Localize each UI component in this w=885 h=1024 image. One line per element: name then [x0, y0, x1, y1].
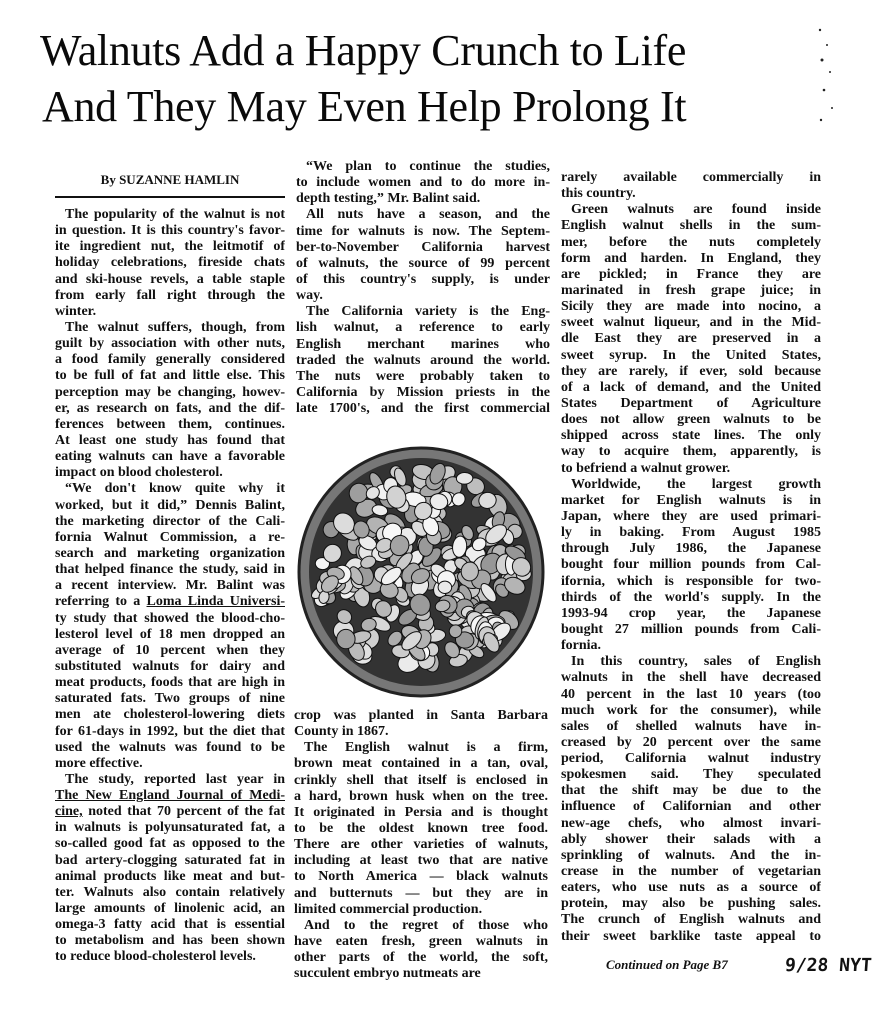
text-line: The California variety is the Eng- — [306, 304, 550, 320]
text-line: holiday celebrations, fireside chats — [55, 255, 285, 271]
text-line: lesterol level of 18 men dropped an — [55, 626, 285, 642]
text-line: to reduce blood-cholesterol levels. — [55, 949, 256, 965]
text-line: Japan, where they are used primari- — [561, 508, 821, 524]
text-line: are pickled; in France they are — [561, 266, 821, 282]
text-line: this country. — [561, 186, 636, 202]
text-line: of a lack of demand, and the United — [561, 379, 821, 395]
text-line: bought four million pounds from Cal- — [561, 557, 821, 573]
text-line: dle East they are preserved in a — [561, 331, 821, 347]
text-line: a food family generally considered — [55, 352, 285, 368]
text-line: sweet walnut liqueur, and in the Mid- — [561, 315, 821, 331]
text-line: mer, before the nuts completely — [561, 234, 821, 250]
text-line: of walnuts, the source of 99 percent — [296, 255, 550, 271]
text-line: 1993-94 crop year, the Japanese — [561, 605, 821, 621]
text-line: from early fall right through the — [55, 287, 285, 303]
text-line: cine, noted that 70 percent of the fat — [55, 804, 285, 820]
text-line: men ate cholesterol-lowering diets — [55, 707, 285, 723]
text-line: fornia. — [561, 638, 602, 654]
text-line: And to the regret of those who — [304, 917, 548, 933]
text-line: Green walnuts are found inside — [571, 202, 821, 218]
text-line: eaters, who use nuts as a source of — [561, 880, 821, 896]
text-line: to befriend a walnut grower. — [561, 460, 731, 476]
text-line: limited commercial production. — [294, 901, 483, 917]
text-line: rarely available commercially in — [561, 170, 821, 185]
text-line: to be full of fat and little else. This — [55, 368, 285, 384]
text-line: guilt by association with other nuts, — [55, 336, 285, 352]
walnut — [337, 629, 355, 648]
text-line: There are other varieties of walnuts, — [294, 837, 548, 853]
text-line: sprinkling of walnuts. And the in- — [561, 847, 821, 863]
text-line: crinkly shell that itself is enclosed in — [294, 772, 548, 788]
text-line: protein, may also be pushing sales. — [561, 896, 821, 912]
text-line: ably shower their salads with a — [561, 831, 821, 847]
text-line: ifornia, which is responsible for two- — [561, 573, 821, 589]
text-line: that helped finance the study, said in — [55, 562, 285, 578]
byline: By SUZANNE HAMLIN — [100, 172, 240, 187]
text-line: form and harden. In England, they — [561, 250, 821, 266]
text-line: ly in baking. From August 1985 — [561, 525, 821, 541]
article-column-2-top — [296, 159, 550, 417]
text-line: a recent interview. Mr. Balint was — [55, 578, 285, 594]
text-line: much work for the consumer), while — [561, 702, 821, 718]
text-line: English walnut shells in the sum- — [561, 218, 821, 234]
text-line: to North America — black walnuts — [294, 869, 548, 885]
text-line: ty study that showed the blood-cho- — [55, 610, 285, 626]
text-line: bad artery-clogging saturated fat in — [55, 852, 285, 868]
text-line: their sweet barklike taste appeal to — [561, 928, 821, 944]
text-line: substituted walnuts for dairy and — [55, 658, 285, 674]
text-line: way to acquire them, apparently, is — [561, 444, 821, 460]
text-line: ber-to-November California harvest — [296, 239, 550, 255]
text-line: “We plan to continue the studies, — [306, 159, 550, 174]
text-line: lish walnut, a reference to early — [296, 320, 550, 336]
text-line: market for English walnuts is in — [561, 492, 821, 508]
text-line: The study, reported last year in — [65, 771, 285, 787]
text-line: The popularity of the walnut is not — [65, 207, 285, 222]
text-line: marinated in fresh grape juice; in — [561, 282, 821, 298]
text-line: In this country, sales of English — [571, 654, 821, 670]
text-line: meat products, foods that are high in — [55, 675, 285, 691]
text-line: to include women and to do more in- — [296, 175, 550, 191]
text-line: new-age chefs, who almost invari- — [561, 815, 821, 831]
text-line: that the shift may be due to the — [561, 783, 821, 799]
text-line: used the walnuts was found to be — [55, 739, 285, 755]
text-line: It originated in Persia and is thought — [294, 804, 548, 820]
text-line: ter. Walnuts also contain relatively — [55, 884, 285, 900]
text-line: At least one study has found that — [55, 432, 285, 448]
text-line: fornia Walnut Commission, a re- — [55, 529, 285, 545]
text-line: have eaten fresh, green walnuts in — [294, 933, 548, 949]
text-line: eating walnuts can have a favorable — [55, 449, 285, 465]
text-line: crease in the number of vegetarian — [561, 864, 821, 880]
text-line: ite ingredient nut, the leitmotif of — [55, 239, 285, 255]
text-line: perception may be changing, howev- — [55, 384, 285, 400]
text-line: saturated fats. Two groups of nine — [55, 691, 285, 707]
text-line: more effective. — [55, 755, 143, 771]
text-line: sales of shelled walnuts have in- — [561, 718, 821, 734]
text-line: All nuts have a season, and the — [306, 207, 550, 223]
text-line: omega-3 fatty acid that is essential — [55, 917, 285, 933]
walnut — [438, 581, 452, 594]
byline-divider — [55, 196, 285, 198]
text-line: brown meat contained in a tan, oval, — [294, 756, 548, 772]
text-line: and ski-house revels, a table staple — [55, 271, 285, 287]
text-line: influence of Californian and other — [561, 799, 821, 815]
text-line: The crunch of English walnuts and — [561, 912, 821, 928]
text-line: they are rarely, if ever, sold because — [561, 363, 821, 379]
text-line: ferences between them, continues. — [55, 416, 285, 432]
article-column-1 — [55, 207, 285, 966]
text-line: winter. — [55, 303, 97, 319]
text-line: Sicily they are made into nocino, a — [561, 299, 821, 315]
headline-line-1: Walnuts Add a Happy Crunch to Life — [40, 26, 687, 75]
text-line: crop was planted in Santa Barbara — [294, 708, 548, 723]
text-line: search and marketing organization — [55, 545, 285, 561]
text-line: does not allow green walnuts to be — [561, 412, 821, 428]
text-line: of this country's supply, is under — [296, 271, 550, 287]
text-line: The English walnut is a firm, — [304, 740, 548, 756]
text-line: other parts of the world, the soft, — [294, 950, 548, 966]
handwritten-date-note: 9/28 NYT — [784, 955, 873, 976]
walnuts-bowl-photo — [296, 445, 546, 700]
text-line: County in 1867. — [294, 724, 389, 740]
text-line: a hard, brown husk when on the tree. — [294, 788, 548, 804]
headline-line-2: And They May Even Help Prolong It — [42, 82, 687, 131]
text-line: in question. It is this country's favor- — [55, 223, 285, 239]
text-line: walnuts in the shell have decreased — [561, 670, 821, 686]
text-line: large amounts of linolenic acid, an — [55, 901, 285, 917]
text-line: the marketing director of the Cali- — [55, 513, 285, 529]
text-line: in walnuts is polyunsaturated fat, a — [55, 820, 285, 836]
continued-on-page-link: Continued on Page B7 — [606, 957, 728, 972]
text-line: The walnut suffers, though, from — [65, 319, 285, 335]
text-line: 40 percent in the last 10 years (too — [561, 686, 821, 702]
text-line: The New England Journal of Medi- — [55, 788, 285, 804]
text-line: late 1700's, and the first commercial — [296, 401, 550, 417]
text-line: er, as research on fats, and the dif- — [55, 400, 285, 416]
text-line: Worldwide, the largest growth — [571, 476, 821, 492]
text-line: through July 1986, the Japanese — [561, 541, 821, 557]
text-line: California by Mission priests in the — [296, 384, 550, 400]
article-column-2-bottom — [294, 708, 548, 982]
article-column-3 — [561, 170, 821, 945]
text-line: and butternuts — but they are in — [294, 885, 548, 901]
text-line: to be the oldest known tree food. — [294, 820, 548, 836]
text-line: creased by 20 percent over the same — [561, 734, 821, 750]
text-line: bought 27 million pounds from Cali- — [561, 621, 821, 637]
text-line: so-called good fat as opposed to the — [55, 836, 285, 852]
text-line: English merchant marines who — [296, 336, 550, 352]
text-line: The nuts were probably taken to — [296, 368, 550, 384]
text-line: average of 10 percent when they — [55, 642, 285, 658]
text-line: worked, but it did,” Dennis Balint, — [55, 497, 285, 513]
text-line: referring to a Loma Linda Universi- — [55, 594, 285, 610]
walnut — [456, 472, 473, 484]
text-line: to metabolism and has been shown — [55, 933, 285, 949]
text-line: traded the walnuts around the world. — [296, 352, 550, 368]
text-line: animal products like meat and but- — [55, 868, 285, 884]
text-line: States Department of Agriculture — [561, 395, 821, 411]
text-line: for 61-days in 1992, but the diet that — [55, 723, 285, 739]
text-line: sweet syrup. In the United States, — [561, 347, 821, 363]
text-line: time for walnuts is now. The Septem- — [296, 223, 550, 239]
text-line: succulent embryo nutmeats are — [294, 966, 481, 982]
text-line: impact on blood cholesterol. — [55, 465, 223, 481]
text-line: including at least two that are native — [294, 853, 548, 869]
text-line: depth testing,” Mr. Balint said. — [296, 191, 481, 207]
text-line: shipped across state lines. The only — [561, 428, 821, 444]
text-line: thirds of the world's supply. In the — [561, 589, 821, 605]
text-line: spokesmen said. They speculated — [561, 767, 821, 783]
text-line: period, California walnut industry — [561, 751, 821, 767]
text-line: way. — [296, 288, 323, 304]
scan-margin-speckle — [812, 20, 842, 140]
text-line: “We don't know quite why it — [65, 481, 285, 497]
